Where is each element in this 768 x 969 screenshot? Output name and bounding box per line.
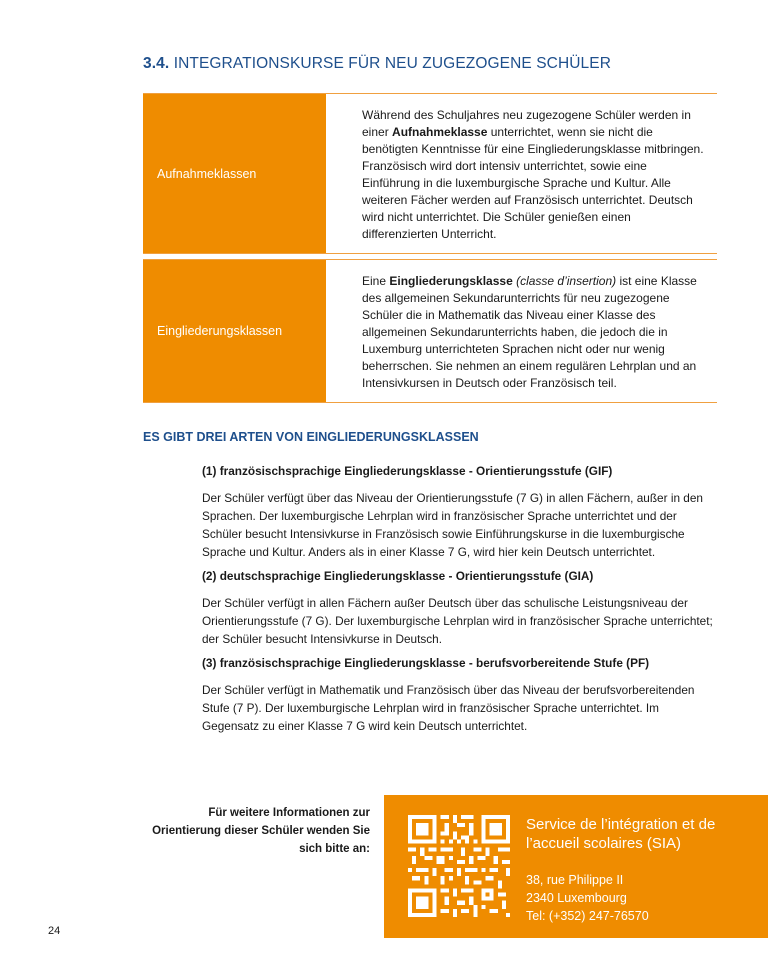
phone-number: Tel: (+352) 247-76570 <box>526 909 649 923</box>
table-row-description: Eine Eingliederungsklasse (classe d’insertion) ist eine Klasse des allgemeinen Sekundarunterrichts für neu zugezogene Schüler die in Mathematik das Niveau einer Klasse des allgemeinen Sekundarunterrichts haben, die jedoch die in Luxemburg unterrichteten Sprachen nicht oder nur wenig beherrschen. Sie nehmen an einem regulären Lehrplan und an Intensivkursen in Deutsch oder Französisch teil. <box>362 274 697 390</box>
term-aufnahmeklasse: Aufnahmeklasse <box>392 125 488 139</box>
table-row <box>143 259 717 403</box>
service-name: Service de l’intégration et de l’accueil scolaires (SIA) <box>526 816 716 852</box>
term-eingliederungsklasse: Eingliederungsklasse <box>389 274 513 288</box>
service-address <box>526 871 649 925</box>
qr-code-icon <box>408 815 510 917</box>
type-body-gia: Der Schüler verfügt in allen Fächern außer Deutsch über das schulische Leistungsniveau der Orientierungsstufe (7 G). Der luxemburgische Lehrplan wird in französischer Sprache unterrichtet; der Schüler besucht Intensivkurse in Deutsch. <box>202 596 713 646</box>
type-body-gif: Der Schüler verfügt über das Niveau der Orientierungsstufe (7 G) in allen Fächern, außer in den Sprachen. Der luxemburgische Lehrplan wird in französischer Sprache unterrichtet und der Schüler besucht Intensivkurse in Französisch sowie Einführungskurse in die luxemburgische Sprache und Kultur. Anders als in einer Klasse 7 G, wird hier kein Deutsch unterrichtet. <box>202 491 703 559</box>
class-types-table <box>143 93 717 403</box>
address-city: 2340 Luxembourg <box>526 891 627 905</box>
address-street: 38, rue Philippe II <box>526 873 624 887</box>
table-row-description: Während des Schuljahres neu zugezogene Schüler werden in einer Aufnahmeklasse unterrichtet, wenn sie nicht die benötigten Kenntnisse für eine Eingliederungsklasse mitbringen. Französisch wird dort intensiv unterrichtet, sowie eine Einführung in die luxemburgische Sprache und Kultur. Alle weiteren Fächer werden auf Französisch unterrichtet. Deutsch wird nicht unterrichtet. Die Schüler genießen einen differenzierten Unterricht. <box>362 108 704 241</box>
type-body-pf: Der Schüler verfügt in Mathematik und Französisch über das Niveau der berufsvorbereitenden Stufe (7 P). Der luxemburgische Lehrplan wird in französischer Sprache unterrichtet. Im Gegensatz zu einer Klasse 7 G wird kein Deutsch unterrichtet. <box>202 683 695 733</box>
table-row-label: Eingliederungsklassen <box>143 260 326 402</box>
section-title <box>143 55 611 73</box>
table-row-label: Aufnahmeklassen <box>143 94 326 253</box>
type-heading-gia: (2) deutschsprachige Eingliederungsklasse - Orientierungsstufe (GIA) <box>202 569 594 583</box>
types-heading: ES GIBT DREI ARTEN VON EINGLIEDERUNGSKLASSEN <box>143 430 479 444</box>
section-number: 3.4. <box>143 55 170 72</box>
types-list <box>202 462 718 741</box>
contact-prompt: Für weitere Informationen zur Orientierung dieser Schüler wenden Sie sich bitte an: <box>152 807 370 855</box>
type-heading-gif: (1) französischsprachige Eingliederungsklasse - Orientierungsstufe (GIF) <box>202 464 613 478</box>
table-row <box>143 93 717 254</box>
contact-box <box>384 795 768 938</box>
type-heading-pf: (3) französischsprachige Eingliederungsklasse - berufsvorbereitende Stufe (PF) <box>202 656 650 670</box>
section-title-text: INTEGRATIONSKURSE FÜR NEU ZUGEZOGENE SCHÜLER <box>173 55 611 72</box>
page-number: 24 <box>48 925 61 937</box>
